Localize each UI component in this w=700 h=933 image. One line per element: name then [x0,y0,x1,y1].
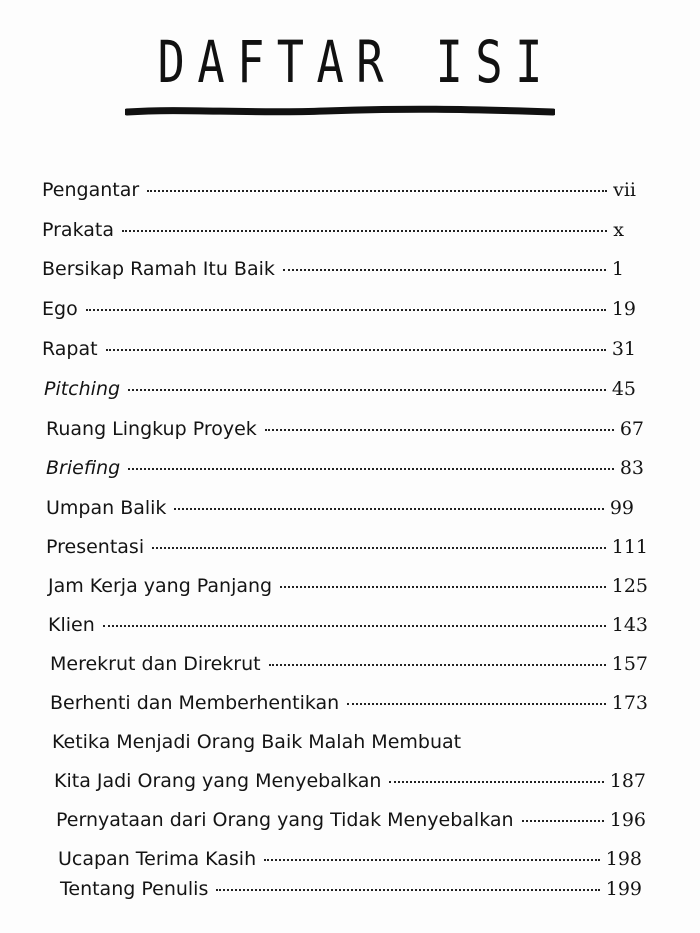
toc-entry-label: Ruang Lingkup Proyek [46,418,257,440]
toc-page-number: 19 [611,298,636,320]
toc-page-number: 187 [609,770,646,792]
toc-entry [42,217,624,243]
toc-page-number: 198 [605,848,642,870]
toc-entry [42,336,636,362]
toc-dot-leader [264,859,600,861]
toc-page-number: x [613,219,624,241]
toc-entry-label: Ucapan Terima Kasih [58,848,257,870]
toc-entry [44,376,636,402]
toc-page-number: 199 [605,878,642,900]
toc-entry [42,296,636,322]
toc-entry-label: Merekrut dan Direkrut [50,653,261,675]
toc-entry [46,534,648,560]
toc-dot-leader [269,664,606,666]
toc-entry [50,651,648,677]
toc-entry [58,846,642,872]
toc-dot-leader [265,429,614,431]
toc-entry-label: Ketika Menjadi Orang Baik Malah Membuat [52,731,462,753]
toc-entry-label: Ego [42,298,78,320]
toc-entry-label: Pitching [44,378,121,400]
toc-page-number: 196 [609,809,646,831]
toc-entry-label: Jam Kerja yang Panjang [48,575,273,597]
toc-entry [46,495,634,521]
toc-entry [52,729,648,755]
toc-dot-leader [106,349,606,351]
toc-entry-label: Presentasi [46,536,145,558]
toc-page-number: 125 [611,575,648,597]
toc-entry [46,416,644,442]
toc-page-number: 157 [611,653,648,675]
toc-entry-label: Pengantar [42,179,140,201]
toc-page-number: 45 [611,378,636,400]
toc-dot-leader [128,389,606,391]
toc-page-number: 31 [611,338,636,360]
toc-dot-leader [283,269,606,271]
toc-entry-label: Briefing [46,457,121,479]
toc-entry-label: Bersikap Ramah Itu Baik [42,258,275,280]
toc-entry [56,807,646,833]
toc-entry [48,573,648,599]
toc-entry [42,256,624,282]
toc-dot-leader [280,586,606,588]
toc-entry-label: Berhenti dan Memberhentikan [50,692,340,714]
toc-page-number: 143 [611,614,648,636]
toc-entry-label: Klien [48,614,95,636]
toc-page-number: vii [613,179,636,201]
toc-entry-label: Pernyataan dari Orang yang Tidak Menyebalkan [56,809,514,831]
toc-entry [46,455,644,481]
toc-dot-leader [103,625,606,627]
toc-entry [54,768,646,794]
toc-entry [42,177,636,203]
toc-entry-label: Tentang Penulis [60,878,209,900]
toc-page-number: 1 [611,258,624,280]
toc-dot-leader [522,820,604,822]
toc-dot-leader [389,781,603,783]
toc-dot-leader [152,547,606,549]
toc-entry [60,876,642,902]
toc-dot-leader [86,309,606,311]
toc-entry-label: Prakata [42,219,114,241]
toc-page-number: 111 [611,536,648,558]
toc-entry-label: Kita Jadi Orang yang Menyebalkan [54,770,382,792]
toc-entry-label: Umpan Balik [46,497,167,519]
toc-dot-leader [174,508,603,510]
toc-page-number: 99 [609,497,634,519]
toc-dot-leader [347,703,606,705]
toc-entry-label: Rapat [42,338,98,360]
page-title: DAFTAR ISI [157,28,555,96]
toc-entry [48,612,648,638]
toc-dot-leader [216,889,599,891]
toc-dot-leader [122,230,607,232]
toc-entry [50,690,648,716]
toc-dot-leader [128,468,614,470]
toc-page-number: 67 [619,418,644,440]
toc-dot-leader [147,190,607,192]
toc-page-number: 83 [619,457,644,479]
toc-page-number: 173 [611,692,648,714]
